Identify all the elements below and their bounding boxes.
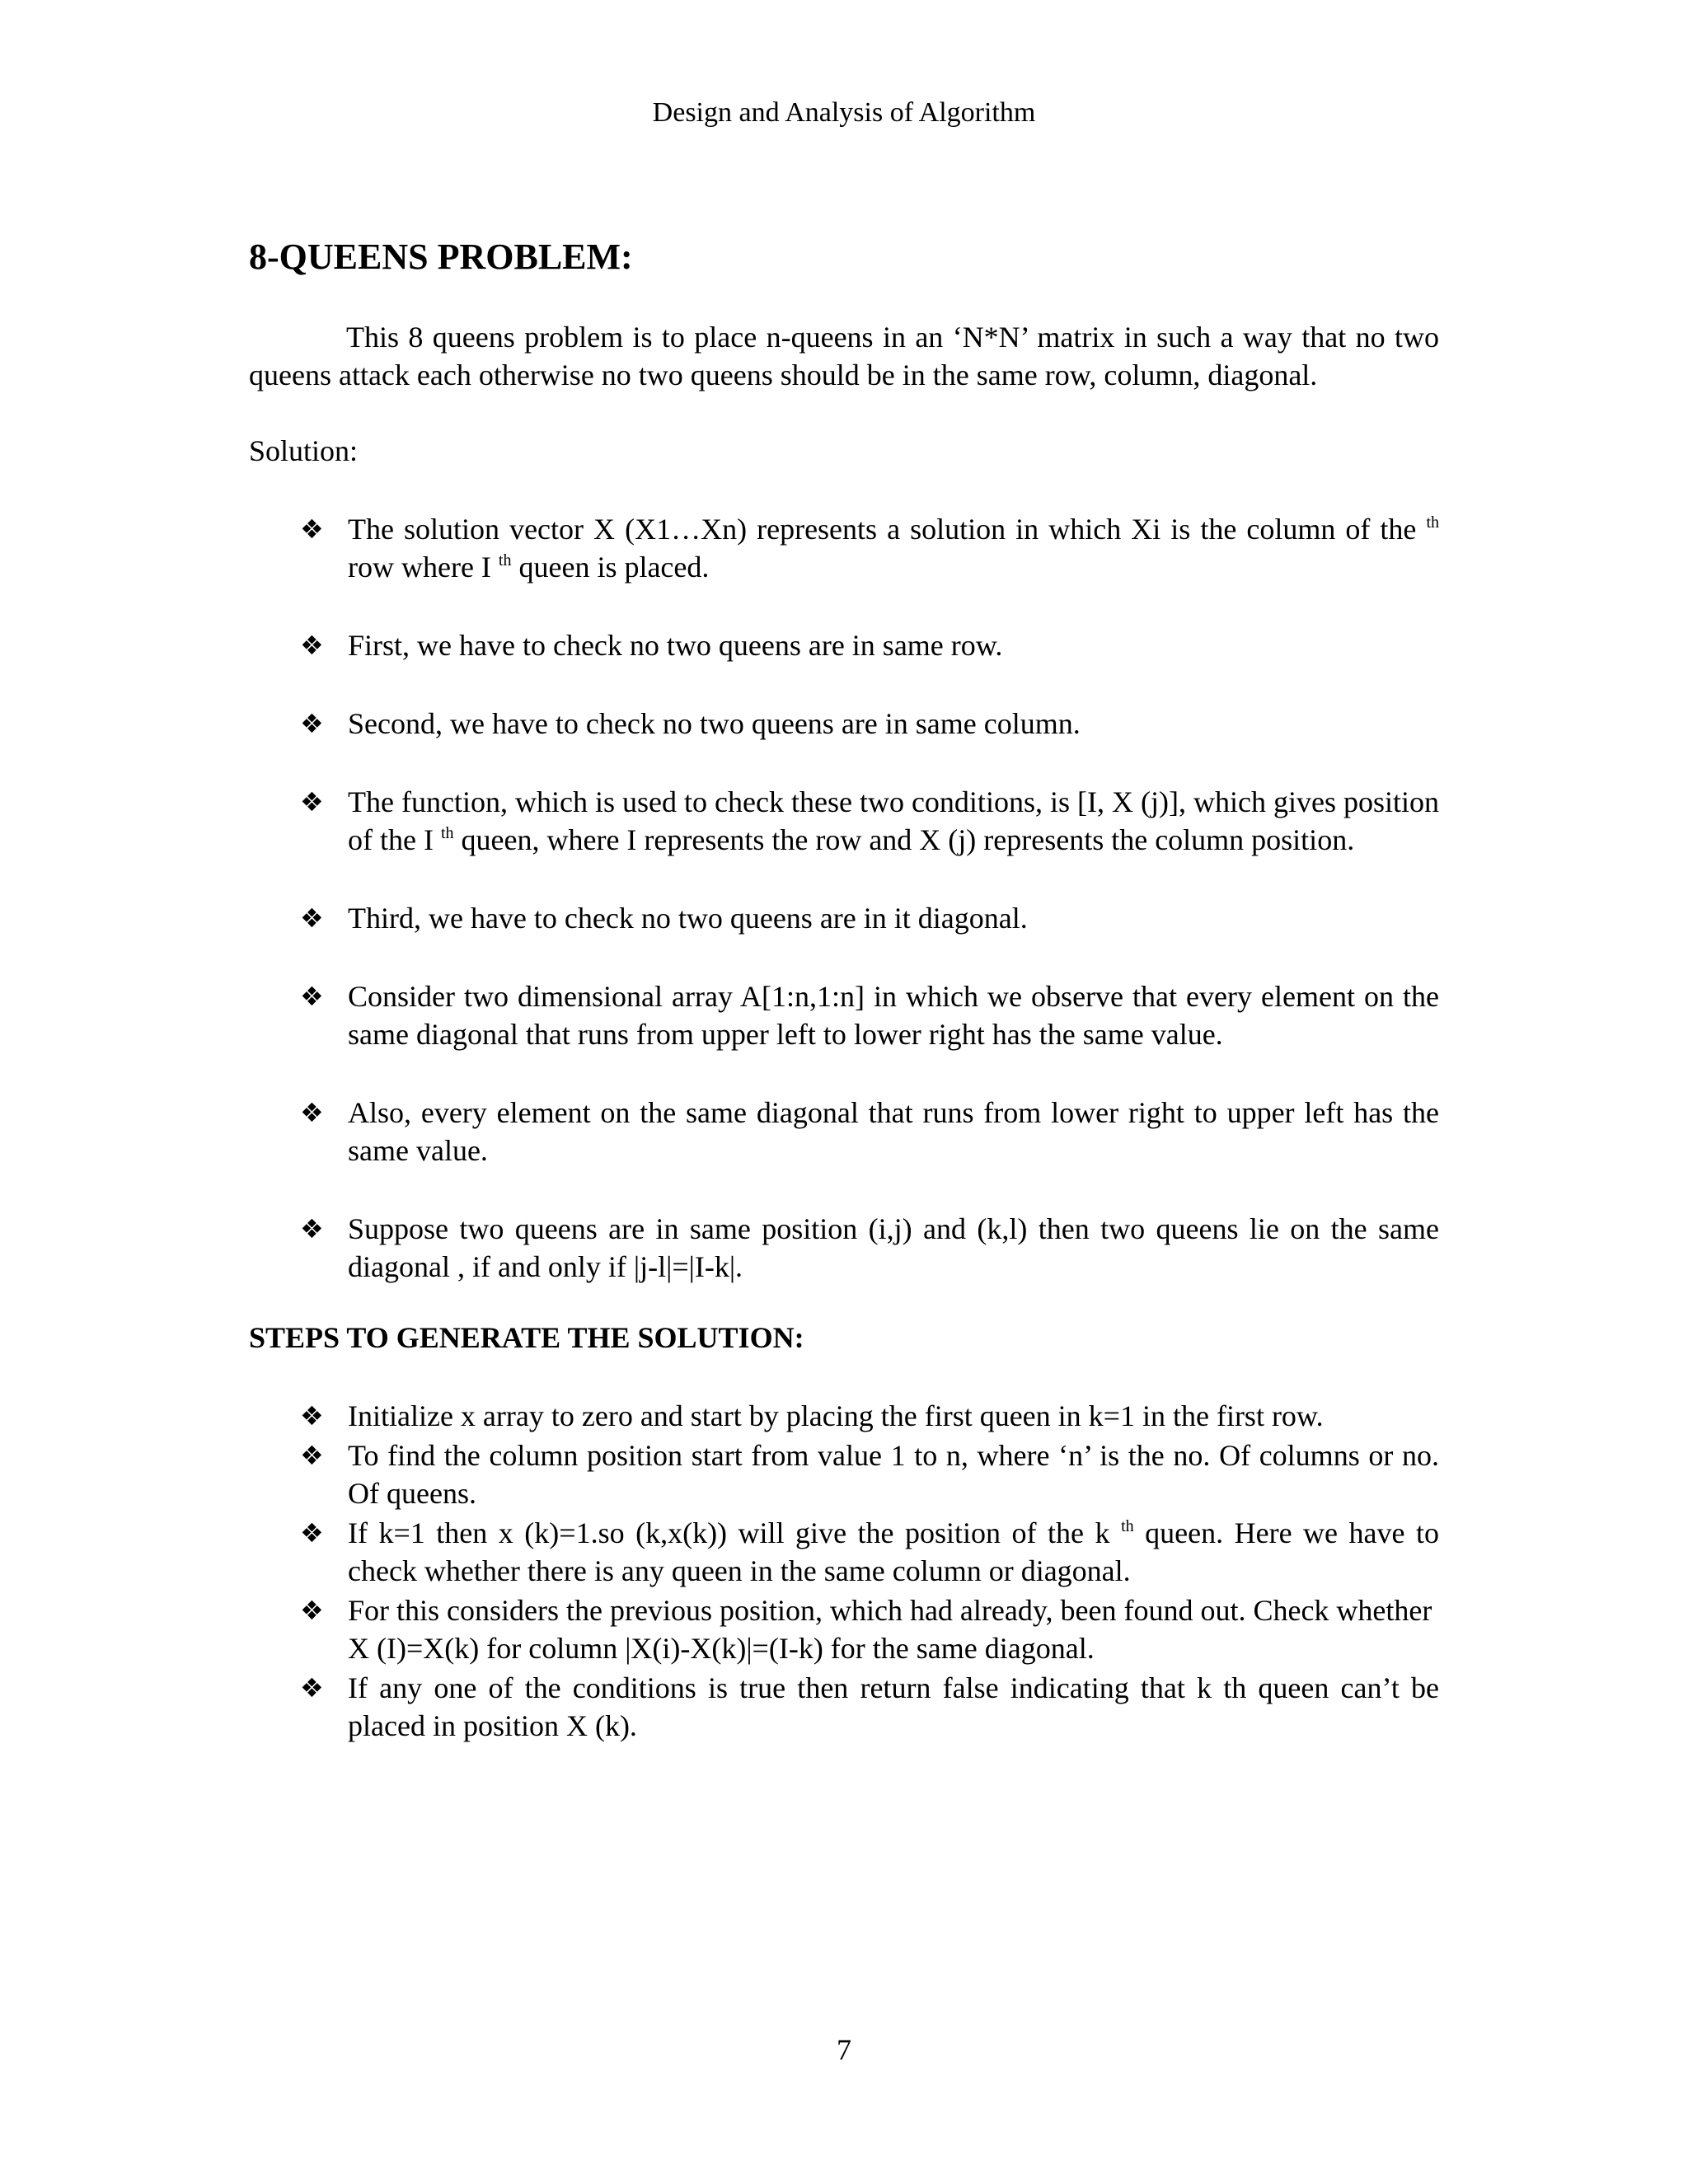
solution-label: Solution: [249,434,359,467]
diamond-bullet-icon: ❖ [300,902,324,934]
steps-bullet-list [249,1397,1439,1745]
list-item [249,1210,1439,1286]
bullet-text: Suppose two queens are in same position (i,j) and (k,l) then two queens lie on the same diagonal , if and only if |j-l|=|I-k|. [348,1212,1439,1283]
superscript: th [1426,513,1439,532]
steps-title: STEPS TO GENERATE THE SOLUTION: [249,1321,804,1354]
bullet-text: queen, where I represents the row and X (j) represents the column position. [453,823,1355,856]
diamond-bullet-icon: ❖ [300,630,324,661]
running-header: Design and Analysis of Algorithm [652,97,1036,128]
step-text: For this considers the previous position, which had already, been found out. Check whether [348,1594,1432,1627]
section-title: 8-QUEENS PROBLEM: [249,237,633,277]
bullet-text: queen is placed. [511,551,710,583]
list-item [249,1514,1439,1590]
bullet-text: Also, every element on the same diagonal that runs from lower right to upper left has the same value. [348,1096,1439,1167]
list-item [249,705,1439,743]
page-content [249,232,1439,1745]
diamond-bullet-icon: ❖ [300,1213,324,1244]
list-item [249,626,1439,664]
list-item [249,899,1439,937]
diamond-bullet-icon: ❖ [300,1595,324,1626]
bullet-text: Third, we have to check no two queens are in it diagonal. [348,902,1028,935]
list-item [249,1591,1439,1667]
superscript: th [1121,1517,1134,1535]
diamond-bullet-icon: ❖ [300,1097,324,1128]
list-item [249,1094,1439,1169]
step-text: If any one of the conditions is true then return false indicating that k th queen can’t be placed in position X (k). [348,1671,1439,1742]
list-item [249,1669,1439,1745]
bullet-text: Consider two dimensional array A[1:n,1:n] in which we observe that every element on the same diagonal that runs from upper left to lower right has the same value. [348,980,1439,1051]
step-text: If k=1 then x (k)=1.so (k,x(k)) will give the position of the k [348,1516,1122,1549]
list-item [249,510,1439,586]
bullet-text: The solution vector X (X1…Xn) represents a solution in which Xi is the column of the [348,513,1427,546]
list-item [249,783,1439,859]
step-text: To find the column position start from value 1 to n, where ‘n’ is the no. Of columns or no. Of queens. [348,1439,1439,1510]
superscript: th [498,551,512,569]
page-number: 7 [837,2033,851,2066]
diamond-bullet-icon: ❖ [300,786,324,818]
bullet-text: The function, which is used to check these two conditions, is [I, X (j)], which gives position of the I [348,785,1439,856]
step-text: Initialize x array to zero and start by placing the first queen in k=1 in the first row. [348,1399,1324,1432]
diamond-bullet-icon: ❖ [300,708,324,739]
bullet-text: First, we have to check no two queens are in same row. [348,629,1003,662]
diamond-bullet-icon: ❖ [300,1400,324,1432]
list-item [249,1397,1439,1435]
intro-paragraph: This 8 queens problem is to place n-queens in an ‘N*N’ matrix in such a way that no two queens attack each otherwise no two queens should be in the same row, column, diagonal. [249,321,1439,391]
diamond-bullet-icon: ❖ [300,1672,324,1704]
list-item [249,1436,1439,1512]
diamond-bullet-icon: ❖ [300,1517,324,1549]
solution-bullet-list [249,510,1439,1286]
diamond-bullet-icon: ❖ [300,981,324,1012]
step-text: X (I)=X(k) for column |X(i)-X(k)|=(I-k) for the same diagonal. [348,1632,1095,1665]
superscript: th [440,824,454,842]
step-text: queen. Here we have to check whether there is any queen in the same column or diagonal. [348,1516,1439,1587]
bullet-text: row where I [348,551,499,583]
bullet-text: Second, we have to check no two queens are in same column. [348,707,1081,740]
diamond-bullet-icon: ❖ [300,513,324,545]
diamond-bullet-icon: ❖ [300,1440,324,1471]
list-item [249,977,1439,1053]
